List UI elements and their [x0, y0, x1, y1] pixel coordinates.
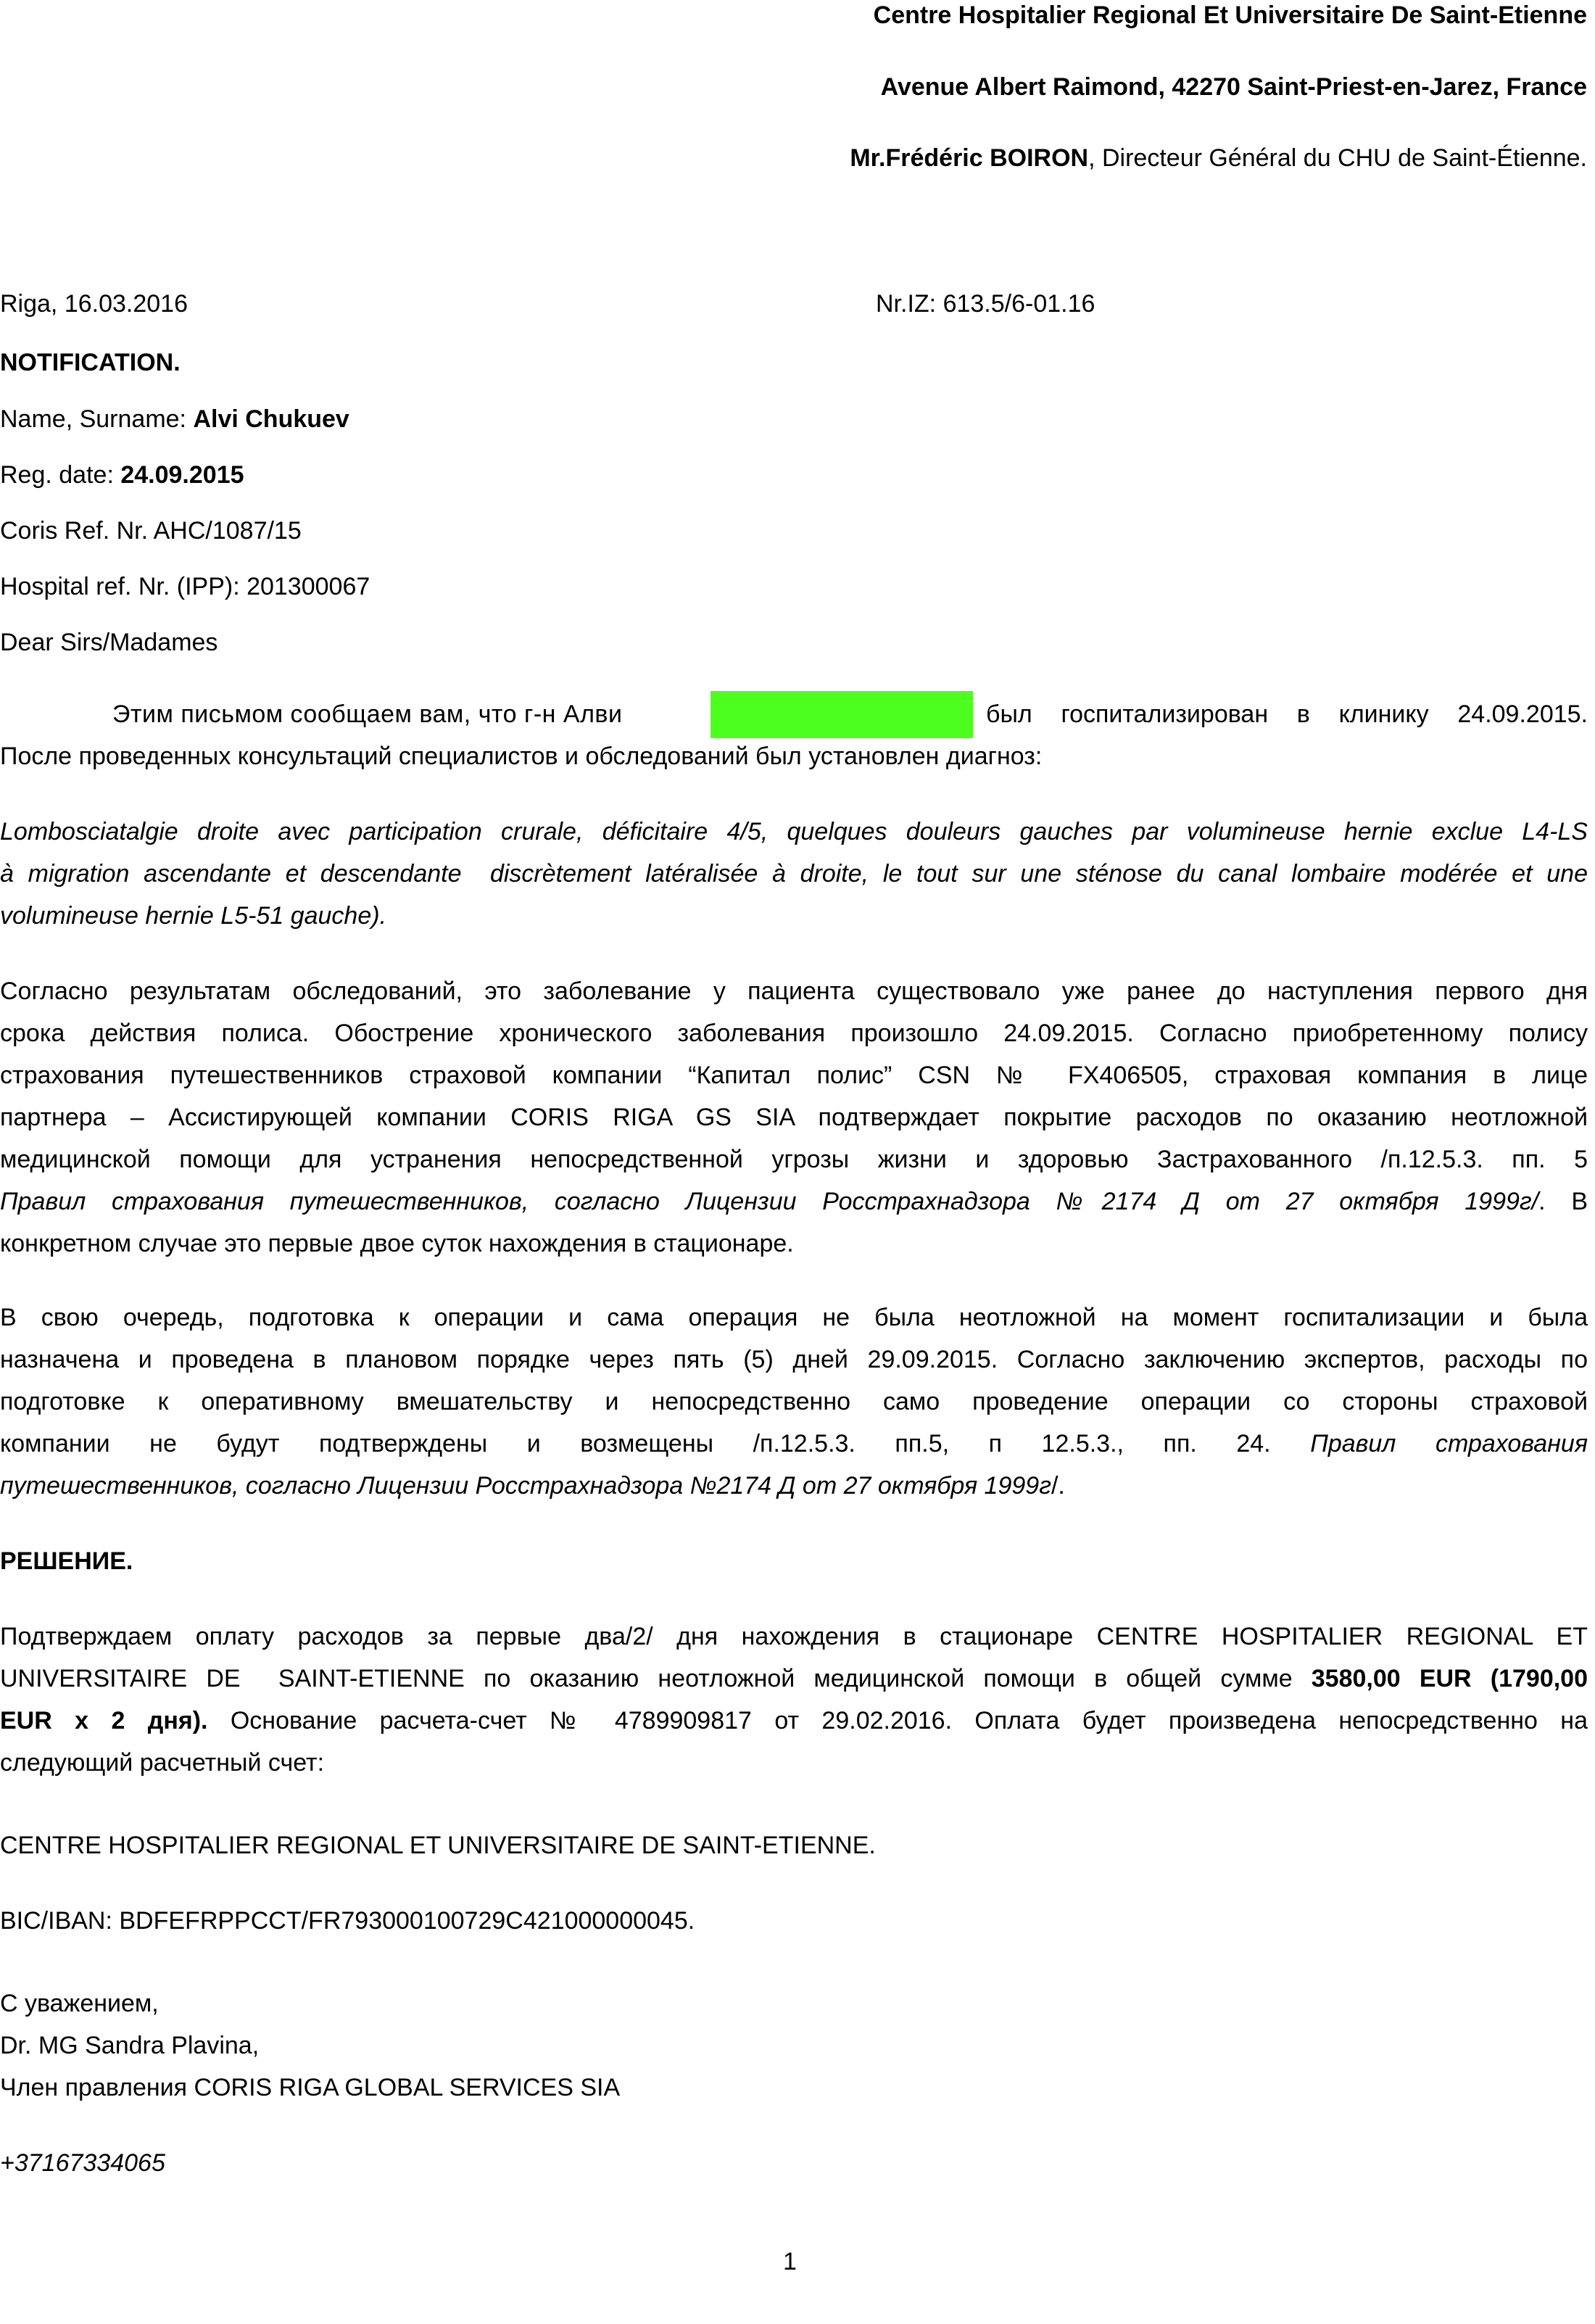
decision-line: Подтверждаем оплату расходов за первые два/2/ дня нахождения в стационаре CENTRE HOSPITALIER REGIONAL ET [0, 1623, 1588, 1650]
paragraph-2-line-regular: компании не будут подтверждены и возмещены /п.12.5.3. пп.5, п 12.5.3., пп. 24. [0, 1430, 1271, 1457]
patient-name-label: Name, Surname: [0, 405, 186, 433]
hospital-address: Avenue Albert Raimond, 42270 Saint-Priest-en-Jarez, France [880, 73, 1587, 101]
greeting: Dear Sirs/Madames [0, 629, 218, 656]
paragraph-1-line: конкретном случае это первые двое суток нахождения в стационаре. [0, 1230, 794, 1257]
reference-value: 613.5/6-01.16 [942, 290, 1095, 318]
paragraph-1-line: партнера – Ассистирующей компании CORIS RIGA GS SIA подтверждает покрытие расходов по оказанию неотложной [0, 1104, 1588, 1131]
payment-amount-tail: EUR x 2 дня). [0, 1707, 208, 1734]
paragraph-2-line: назначена и проведена в плановом порядке через пять (5) дней 29.09.2015. Согласно заключению экспертов, расходы по [0, 1346, 1588, 1373]
page-number: 1 [783, 2248, 797, 2275]
closing: С уважением, [0, 1990, 159, 2017]
diagnosis-line: Lombosciatalgie droite avec participation crurale, déficitaire 4/5, quelques douleurs gauches par volumineuse hernie exclue L4-LS [0, 818, 1588, 845]
intro-line-2: После проведенных консультаций специалистов и обследований был установлен диагноз: [0, 743, 1043, 770]
hospital-name: Centre Hospitalier Regional Et Universitaire De Saint-Etienne [873, 1, 1587, 29]
diagnosis-line: volumineuse hernie L5-51 gauche). [0, 902, 387, 930]
paragraph-2-line: В свою очередь, подготовка к операции и сама операция не была неотложной на момент госпитализации и была [0, 1304, 1588, 1331]
registration-date-value: 24.09.2015 [120, 461, 244, 489]
patient-name-value: Alvi Chukuev [193, 405, 349, 433]
reference-label: Nr.IZ: [876, 290, 937, 318]
registration-date [0, 463, 244, 487]
paragraph-1-line: медицинской помощи для устранения непосредственной угрозы жизни и здоровью Застрахованного /п.12.5.3. пп. 5 [0, 1146, 1588, 1173]
decision-heading: РЕШЕНИЕ. [0, 1547, 133, 1575]
redaction-box [710, 691, 973, 738]
payment-amount: 3580,00 EUR (1790,00 [1311, 1665, 1588, 1692]
decision-line-regular: Основание расчета-счет № 4789909817 от 29.02.2016. Оплата будет произведена непосредственно на [230, 1707, 1588, 1734]
diagnosis-line: à migration ascendante et descendante discrètement latéralisée à droite, le tout sur une sténose du canal lombaire modérée et une [0, 860, 1588, 888]
decision-line [0, 1708, 1588, 1733]
place-date: Riga, 16.03.2016 [0, 290, 188, 318]
paragraph-1-line: Согласно результатам обследований, это заболевание у пациента существовало уже ранее до наступления первого дня [0, 977, 1588, 1005]
paragraph-2-line-tail: /. [1051, 1472, 1065, 1500]
paragraph-1-line: страхования путешественников страховой компании “Капитал полис” CSN № FX406505, страховая компания в лице [0, 1062, 1588, 1089]
rules-citation: Правил страхования [1310, 1430, 1588, 1457]
signer-title: Член правления CORIS RIGA GLOBAL SERVICES SIA [0, 2074, 621, 2101]
patient-name [0, 407, 349, 431]
paragraph-2-line: подготовке к оперативному вмешательству и непосредственно само проведение операции со стороны страховой [0, 1388, 1588, 1415]
registration-date-label: Reg. date: [0, 461, 114, 489]
bank-beneficiary: CENTRE HOSPITALIER REGIONAL ET UNIVERSITAIRE DE SAINT-ETIENNE. [0, 1832, 876, 1859]
paragraph-2-line [0, 1473, 1065, 1498]
paragraph-1-line-tail: . В [1538, 1188, 1588, 1215]
director-name: Mr.Frédéric BOIRON [850, 144, 1089, 172]
paragraph-1-line [0, 1189, 1588, 1214]
bank-iban: BIC/IBAN: BDFEFRPPCCT/FR793000100729C421000000045. [0, 1907, 695, 1935]
intro-part-2: был госпитализирован в клинику 24.09.2015. [986, 700, 1588, 728]
decision-line [0, 1666, 1588, 1691]
coris-reference: Coris Ref. Nr. AHC/1087/15 [0, 517, 302, 545]
signer-name: Dr. MG Sandra Plavina, [0, 2032, 260, 2059]
phone-number: +37167334065 [0, 2149, 165, 2177]
addressee-line [850, 146, 1587, 170]
intro-part-1: Этим письмом сообщаем вам, что г-н Алви [112, 700, 623, 728]
notification-heading: NOTIFICATION. [0, 349, 181, 376]
paragraph-2-line [0, 1431, 1588, 1456]
rules-citation: Правил страхования путешественников, согласно Лицензии Росстрахнадзора №2174 Д от 27 октября 1999г/ [0, 1188, 1539, 1215]
decision-line: следующий расчетный счет: [0, 1749, 325, 1777]
paragraph-1-line: срока действия полиса. Обострение хронического заболевания произошло 24.09.2015. Согласно приобретенному полису [0, 1020, 1588, 1047]
director-title: , Directeur Général du CHU de Saint-Étienne. [1088, 144, 1587, 172]
decision-line-regular: UNIVERSITAIRE DE SAINT-ETIENNE по оказанию неотложной медицинской помощи в общей сумме [0, 1665, 1293, 1692]
reference-number [876, 291, 1095, 316]
hospital-reference: Hospital ref. Nr. (IPP): 201300067 [0, 573, 370, 600]
rules-citation: путешественников, согласно Лицензии Росстрахнадзора №2174 Д от 27 октября 1999г [0, 1472, 1051, 1500]
